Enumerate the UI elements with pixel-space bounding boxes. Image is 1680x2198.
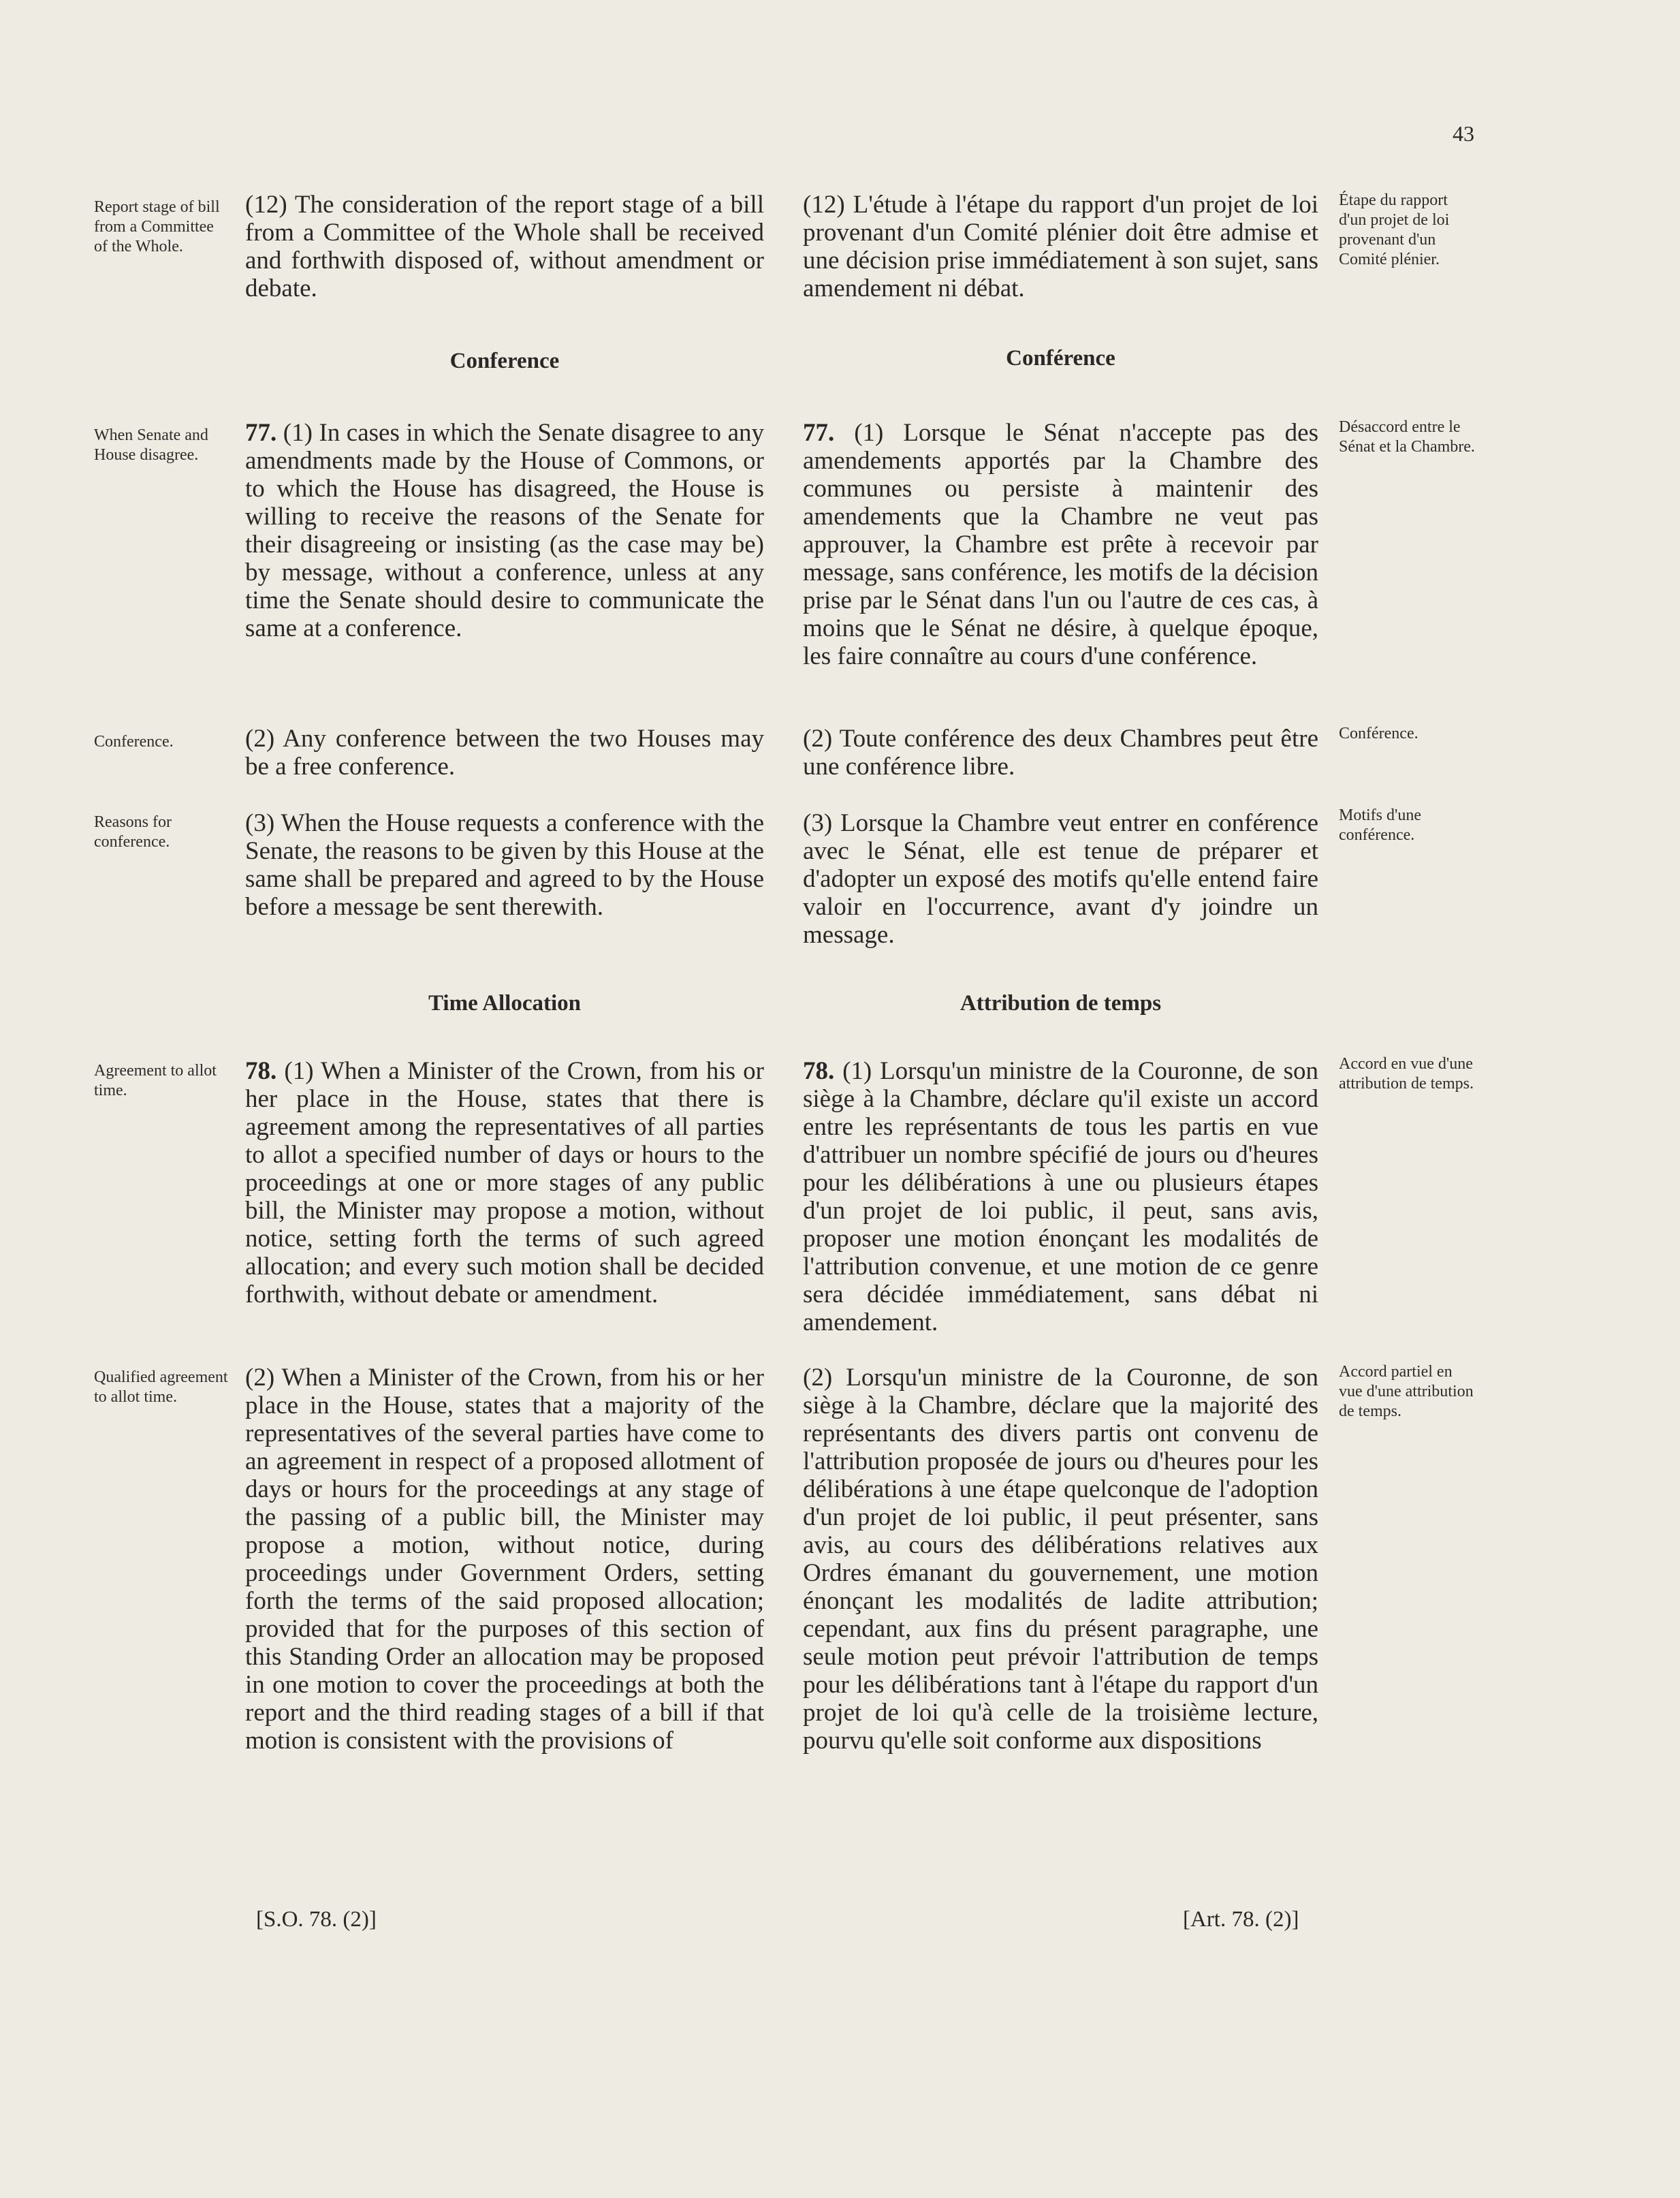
fr-section-78-1 xyxy=(803,1057,1318,1336)
margin-note-report-stage: Report stage of bill from a Committee of the Whole. xyxy=(94,198,220,255)
en-section-number-77: 77. xyxy=(245,419,277,447)
en-section-78-2: (2) When a Minister of the Crown, from his or her place in the House, states that a majority of the representatives of the several parties have come to an agreement in respect of a proposed allotment of days or hours for the proceedings at any stage of the passing of a public bill, the Minister may propose a motion, without notice, during proceedings under Government Orders, setting forth the terms of the said proposed allocation; provided that for the purposes of this section of this Standing Order an allocation may be proposed in one motion to cover the proceedings at both the report and the third reading stages of a bill if that motion is consistent with the provisions of xyxy=(245,1364,764,1755)
en-heading-conference: Conference xyxy=(449,349,560,373)
en-section-77-2: (2) Any conference between the two Houses may be a free conference. xyxy=(245,725,764,781)
fr-section-78-1-text: (1) Lorsqu'un ministre de la Couronne, de son siège à la Chambre, déclare qu'il existe un accord entre les représentants de tous les partis en vue d'attribuer un nombre spécifié de jours ou d'heures pour les délibérations à une ou plusieurs étapes d'un projet de loi public, il peut, sans avis, proposer une motion énonçant les modalités de l'attribution convenue, et une motion de ce genre sera décidée immédiatement, sans débat ni amendement. xyxy=(803,1057,1318,1336)
fr-section-number-78: 78. xyxy=(803,1057,835,1085)
en-footer-reference: [S.O. 78. (2)] xyxy=(256,1907,377,1932)
fr-heading-attribution-temps: Attribution de temps xyxy=(960,991,1162,1016)
en-section-78-1-text: (1) When a Minister of the Crown, from his or her place in the House, states that there is agreement among the representatives of all parties to allot a specified number of days or hours to the proceedings at one or more stages of any public bill, the Minister may propose a motion, without notice, setting forth the terms of such agreed allocation; and every such motion shall be decided forthwith, without debate or amendment. xyxy=(245,1057,764,1308)
fr-section-77-1 xyxy=(803,419,1318,670)
en-section-number-78: 78. xyxy=(245,1057,277,1085)
fr-section-77-3: (3) Lorsque la Chambre veut entrer en conférence avec le Sénat, elle est tenue de préparer et d'adopter un exposé des motifs qu'elle entend faire valoir en l'occurrence, avant d'y joindre un message. xyxy=(803,809,1318,949)
margin-note-conference: Conference. xyxy=(94,733,174,751)
margin-note-accord-partiel: Accord partiel en vue d'une attribution de temps. xyxy=(1339,1363,1474,1420)
margin-note-qualified-agreement: Qualified agreement to allot time. xyxy=(94,1368,228,1406)
margin-note-agreement-allot: Agreement to allot time. xyxy=(94,1062,217,1099)
en-heading-time-allocation: Time Allocation xyxy=(428,991,581,1016)
fr-heading-conference: Conférence xyxy=(1006,346,1115,371)
en-section-77-3: (3) When the House requests a conference with the Senate, the reasons to be given by this House at the same shall be prepared and agreed to by the House before a message be sent therewith. xyxy=(245,809,764,921)
page-number: 43 xyxy=(1453,121,1474,146)
margin-note-senate-disagree: When Senate and House disagree. xyxy=(94,426,208,464)
fr-section-number-77: 77. xyxy=(803,419,835,447)
en-paragraph-12: (12) The consideration of the report stage of a bill from a Committee of the Whole shall be received and forthwith disposed of, without amendment or debate. xyxy=(245,191,764,302)
margin-note-reasons-conference: Reasons for conference. xyxy=(94,813,172,851)
en-section-77-1-text: (1) In cases in which the Senate disagree to any amendments made by the House of Commons, or to which the House has disagreed, the House is willing to receive the reasons of the Senate for their disagreeing or insisting (as the case may be) by message, without a conference, unless at any time the Senate should desire to communicate the same at a conference. xyxy=(245,419,765,642)
margin-note-accord-attribution: Accord en vue d'une attribution de temps. xyxy=(1339,1055,1474,1093)
fr-footer-reference: [Art. 78. (2)] xyxy=(1183,1907,1299,1932)
fr-section-78-2: (2) Lorsqu'un ministre de la Couronne, de son siège à la Chambre, déclare que la majorité des représentants des divers partis ont convenu de l'attribution proposée de jours ou d'heures pour les délibérations à une étape quelconque de l'adoption d'un projet de loi public, il peut présenter, sans avis, au cours des délibérations relatives aux Ordres émanant du gouvernement, une motion énonçant les modalités de ladite attribution; cependant, aux fins du présent paragraphe, une seule motion peut prévoir l'attribution de temps pour les délibérations tant à l'étape du rapport d'un projet de loi qu'à celle de la troisième lecture, pourvu qu'elle soit conforme aux dispositions xyxy=(803,1364,1318,1755)
fr-paragraph-12: (12) L'étude à l'étape du rapport d'un projet de loi provenant d'un Comité plénier doit être admise et une décision prise immédiatement à son sujet, sans amendement ni débat. xyxy=(803,191,1318,302)
margin-note-etape-rapport: Étape du rapport d'un projet de loi provenant d'un Comité plénier. xyxy=(1339,191,1450,268)
en-section-78-1 xyxy=(245,1057,764,1308)
margin-note-desaccord: Désaccord entre le Sénat et la Chambre. xyxy=(1339,418,1475,456)
fr-section-77-1-text: (1) Lorsque le Sénat n'accepte pas des amendements apportés par la Chambre des communes ou persiste à maintenir des amendements que la Chambre ne veut pas approuver, la Chambre est prête à recevoir par message, sans conférence, les motifs de la décision prise par le Sénat dans l'un ou l'autre de ces cas, à moins que le Sénat ne désire, à quelque époque, les faire connaître au cours d'une conférence. xyxy=(803,419,1318,670)
en-section-77-1 xyxy=(245,419,764,642)
fr-section-77-2: (2) Toute conférence des deux Chambres peut être une conférence libre. xyxy=(803,725,1318,781)
margin-note-conference-fr: Conférence. xyxy=(1339,725,1419,742)
margin-note-motifs-conference: Motifs d'une conférence. xyxy=(1339,806,1421,844)
